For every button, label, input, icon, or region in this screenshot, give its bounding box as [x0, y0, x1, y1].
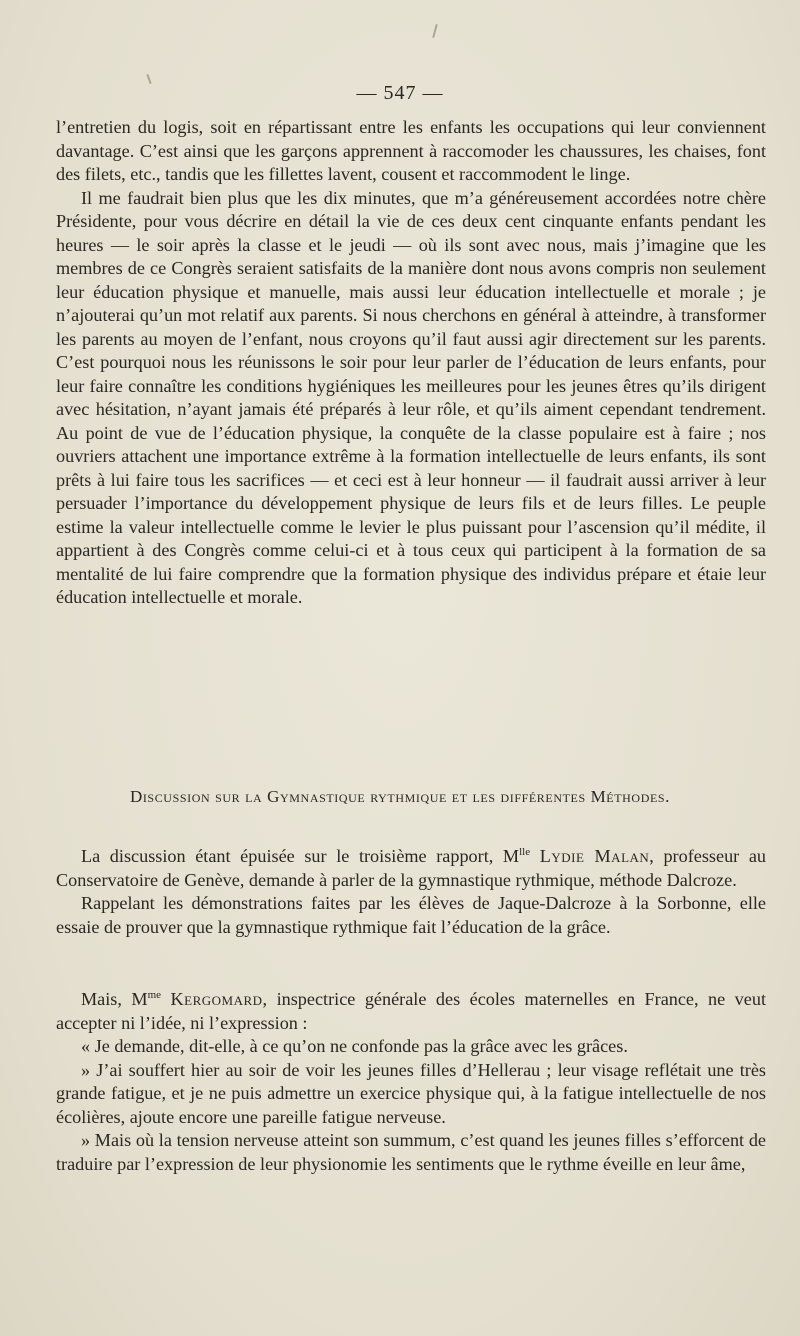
- malan-name: Lydie Malan: [539, 846, 650, 866]
- paragraph-malan: [56, 845, 766, 892]
- paragraph-recall: Rappelant les démonstrations faites par les élèves de Jaque-Dalcroze à la Sorbonne, elle essaie de prouver que la gymnastique rythmique fait l’éducation de la grâce.: [56, 893, 766, 937]
- body-text-kergomard: [56, 988, 766, 1176]
- malan-intro-text: La discussion étant épuisée sur le troisième rapport, M: [81, 846, 520, 866]
- malan-rest-text: , professeur au Conservatoire de Genève, demande à parler de la gymnastique rythmique, méthode Dalcroze.: [56, 846, 767, 890]
- paragraph-kergomard: [56, 988, 766, 1035]
- kergomard-intro-text: Mais, M: [81, 989, 148, 1009]
- quote-paragraph: » Mais où la tension nerveuse atteint son summum, c’est quand les jeunes filles s’efforcent de traduire par l’expression de leur physionomie les sentiments que le rythme éveille en leur âme,: [56, 1130, 766, 1174]
- kergomard-name: Kergomard: [170, 989, 263, 1009]
- body-text-discussion: [56, 845, 766, 939]
- paragraph-parents: Il me faudrait bien plus que les dix minutes, que m’a généreusement accordées notre chère Présidente, pour vous décrire en détail la vie de ces deux cent cinquante enfants pendant les heures — le soir après la classe et le jeudi — où ils sont avec nous, mais j’imagine que les membres de ce Congrès seraient satisfaits de la manière dont nous avons compris non seulement leur éducation physique et manuelle, mais aussi leur éducation intellectuelle et morale ; je n’ajouterai qu’un mot relatif aux parents. Si nous cherchons en général à atteindre, à transformer les parents au moyen de l’enfant, nous croyons qu’il faut aussi agir directement sur les parents. C’est pourquoi nous les réunissons le soir pour leur parler de l’éducation de leurs enfants, pour leur faire connaître les conditions hygiéniques les meilleures pour les jeunes êtres qu’ils dirigent avec hésitation, n’ayant jamais été préparés à leur rôle, et qu’ils aiment cependant tendrement. Au point de vue de l’éducation physique, la conquête de la classe populaire est à faire ; nos ouvriers attachent une importance extrême à la formation intellectuelle de leurs enfants, ils sont prêts à lui faire tous les sacrifices — et ceci est à leur honneur — il faudrait aussi arriver à leur persuader l’importance du développement physique de leurs fils et de leurs filles. Le peuple estime la valeur intellectuelle comme le levier le plus puissant pour l’ascension qu’il médite, il appartient à des Congrès comme celui-ci et à tous ceux qui participent à la formation de sa mentalité de lui faire comprendre que la formation physique des individus prépare et étaie leur éducation intellectuelle et morale.: [56, 187, 766, 607]
- malan-title-superscript: lle: [519, 845, 531, 858]
- body-text-top: [56, 116, 766, 610]
- page-number: — 547 —: [356, 82, 444, 104]
- section-heading: Discussion sur la Gymnastique rythmique et les différentes Méthodes.: [129, 787, 671, 806]
- quote-paragraph: « Je demande, dit-elle, à ce qu’on ne confonde pas la grâce avec les grâces.: [81, 1036, 628, 1056]
- paragraph-continuation: l’entretien du logis, soit en répartissant entre les enfants les occupations qui leur conviennent davantage. C’est ainsi que les garçons apprennent à raccomoder les chaussures, les chaises, font des filets, etc., tandis que les fillettes lavent, cousent et raccommodent le linge.: [56, 117, 766, 184]
- kergomard-title-superscript: me: [147, 988, 162, 1001]
- ink-speck-mark: [432, 24, 438, 38]
- quote-paragraph: » J’ai souffert hier au soir de voir les jeunes filles d’Hellerau ; leur visage reflétait une très grande fatigue, et je ne puis admettre un exercice physique qui, à la fatigue intellectuelle de nos écolières, ajoute encore une pareille fatigue nerveuse.: [56, 1059, 766, 1127]
- kergomard-rest-text: , inspectrice générale des écoles maternelles en France, ne veut accepter ni l’idée, ni l’expression :: [56, 989, 766, 1033]
